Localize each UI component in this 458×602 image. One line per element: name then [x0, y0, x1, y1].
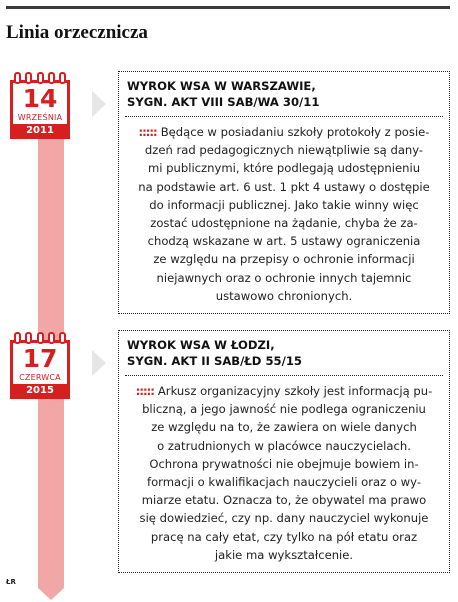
ruling-text	[119, 376, 449, 572]
text-line: dzeń rad pedagogicznych niewątpliwie są dany-	[144, 143, 424, 158]
text-line: miarze etatu. Oznacza to, że obywatel ma prawo	[141, 493, 427, 508]
pointer-arrow-icon	[92, 91, 106, 117]
ruling-card	[118, 330, 450, 573]
text-line: chodzą wskazane w art. 5 ustawy ograniczenia	[147, 234, 421, 249]
ruling-signature: SYGN. AKT II SAB/ŁD 55/15	[127, 354, 302, 368]
text-line: ze względu na to, że zawiera on wiele danych	[151, 420, 417, 435]
timeline-arrow-tip	[38, 588, 64, 600]
text-line: Będące w posiadaniu szkoły protokoły z posie-	[160, 125, 430, 139]
pointer-arrow-icon	[92, 350, 106, 376]
date-day: 14	[22, 84, 58, 113]
ruling-heading	[119, 331, 449, 375]
marker-icon: :::::	[135, 384, 154, 398]
author-credit: ŁR	[6, 578, 16, 586]
calendar-rings	[14, 332, 66, 344]
text-line: jakie ma wykształcenie.	[214, 547, 354, 562]
ruling-card	[118, 71, 450, 314]
text-line: o zatrudnionych w placówce nauczycielach.	[157, 438, 411, 453]
page-title: Linia orzecznicza	[6, 22, 148, 43]
ruling-heading	[119, 72, 449, 116]
text-line: Ochrona prywatności nie obejmuje bowiem in-	[149, 456, 419, 471]
text-line: bliczną, a jego jawność nie podlega ograniczeniu	[142, 402, 426, 417]
ruling-text	[119, 117, 449, 313]
text-line: mi publicznymi, które podlegają udostępnieniu	[147, 161, 421, 176]
top-rule	[6, 6, 450, 9]
text-line: na podstawie art. 6 ust. 1 pkt 4 ustawy o dostępie	[138, 179, 430, 194]
date-year: 2015	[13, 384, 67, 396]
ruling-court: WYROK WSA W WARSZAWIE,	[127, 79, 316, 93]
date-month: WRZEŚNIA	[17, 113, 63, 122]
date-year: 2011	[13, 124, 67, 136]
ruling-court: WYROK WSA W ŁODZI,	[127, 338, 275, 352]
text-line: do informacji publicznej. Jako takie winny więc	[149, 197, 419, 212]
text-line: ze względu na przepisy o ochronie informacji	[153, 252, 415, 267]
text-line: formacji o kwalifikacjach nauczycieli oraz o wy-	[147, 475, 421, 490]
text-line: pracę na cały etat, czy tylko na pół etatu oraz	[150, 529, 418, 544]
text-line: zostać udostępnione na żądanie, chyba że za-	[150, 216, 418, 231]
text-line: Arkusz organizacyjny szkoły jest informacją pu-	[157, 384, 433, 398]
text-line: ustawowo chronionych.	[215, 288, 353, 303]
marker-icon: :::::	[138, 125, 157, 139]
date-month: CZERWCA	[19, 373, 61, 382]
text-line: niejawnych oraz o ochronie innych tajemnic	[156, 270, 412, 285]
calendar-rings	[14, 72, 66, 84]
date-day: 17	[22, 344, 58, 373]
text-line: się dowiedzieć, czy np. dany nauczyciel wykonuje	[139, 511, 429, 526]
ruling-signature: SYGN. AKT VIII SAB/WA 30/11	[127, 95, 320, 109]
